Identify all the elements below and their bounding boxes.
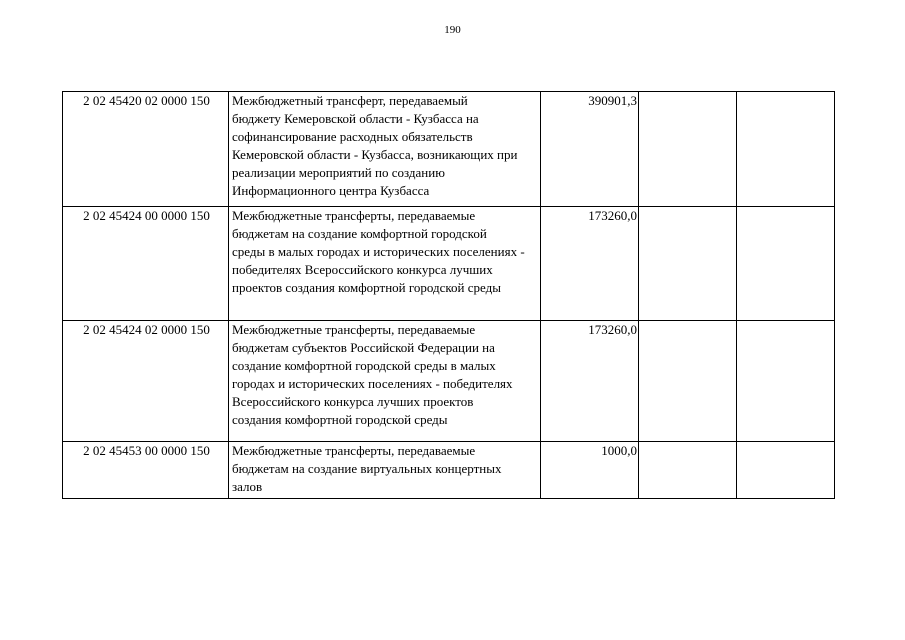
empty-cell	[737, 92, 835, 207]
table-row	[63, 207, 835, 321]
description-line: реализации мероприятий по созданию	[232, 165, 445, 180]
description-line: бюджетам на создание виртуальных концертных	[232, 461, 502, 476]
amount-cell: 1000,0	[541, 442, 639, 499]
amount-cell: 390901,3	[541, 92, 639, 207]
empty-cell	[639, 442, 737, 499]
empty-cell	[639, 321, 737, 442]
table-row	[63, 442, 835, 499]
revenue-description	[229, 442, 541, 499]
table-row	[63, 321, 835, 442]
description-line: залов	[232, 479, 263, 494]
description-line: городах и исторических поселениях - победителях	[232, 376, 513, 391]
empty-cell	[737, 321, 835, 442]
description-line: Кемеровской области - Кузбасса, возникающих при	[232, 147, 518, 162]
description-line: создания комфортной городской среды	[232, 412, 448, 427]
empty-cell	[737, 442, 835, 499]
amount-cell: 173260,0	[541, 207, 639, 321]
revenue-description	[229, 92, 541, 207]
description-line: Межбюджетные трансферты, передаваемые	[232, 208, 476, 223]
description-line: Межбюджетные трансферты, передаваемые	[232, 443, 476, 458]
description-line: Межбюджетный трансферт, передаваемый	[232, 93, 468, 108]
description-line: создание комфортной городской среды в малых	[232, 358, 496, 373]
revenue-description	[229, 207, 541, 321]
description-line: бюджетам субъектов Российской Федерации на	[232, 340, 495, 355]
description-line: Всероссийского конкурса лучших проектов	[232, 394, 474, 409]
classification-code: 2 02 45424 00 0000 150	[63, 207, 229, 321]
description-line: бюджетам на создание комфортной городской	[232, 226, 487, 241]
description-line: победителях Всероссийского конкурса лучших	[232, 262, 493, 277]
classification-code: 2 02 45424 02 0000 150	[63, 321, 229, 442]
description-line: среды в малых городах и исторических поселениях -	[232, 244, 525, 259]
revenue-description	[229, 321, 541, 442]
empty-cell	[737, 207, 835, 321]
amount-cell: 173260,0	[541, 321, 639, 442]
description-line: Межбюджетные трансферты, передаваемые	[232, 322, 476, 337]
table-row	[63, 92, 835, 207]
description-line: Информационного центра Кузбасса	[232, 183, 430, 198]
description-line: бюджету Кемеровской области - Кузбасса на	[232, 111, 479, 126]
description-line: софинансирование расходных обязательств	[232, 129, 473, 144]
empty-cell	[639, 207, 737, 321]
page-number: 190	[444, 24, 461, 36]
empty-cell	[639, 92, 737, 207]
classification-code: 2 02 45420 02 0000 150	[63, 92, 229, 207]
classification-code: 2 02 45453 00 0000 150	[63, 442, 229, 499]
budget-revenue-table	[62, 91, 835, 499]
description-line: проектов создания комфортной городской среды	[232, 280, 501, 295]
